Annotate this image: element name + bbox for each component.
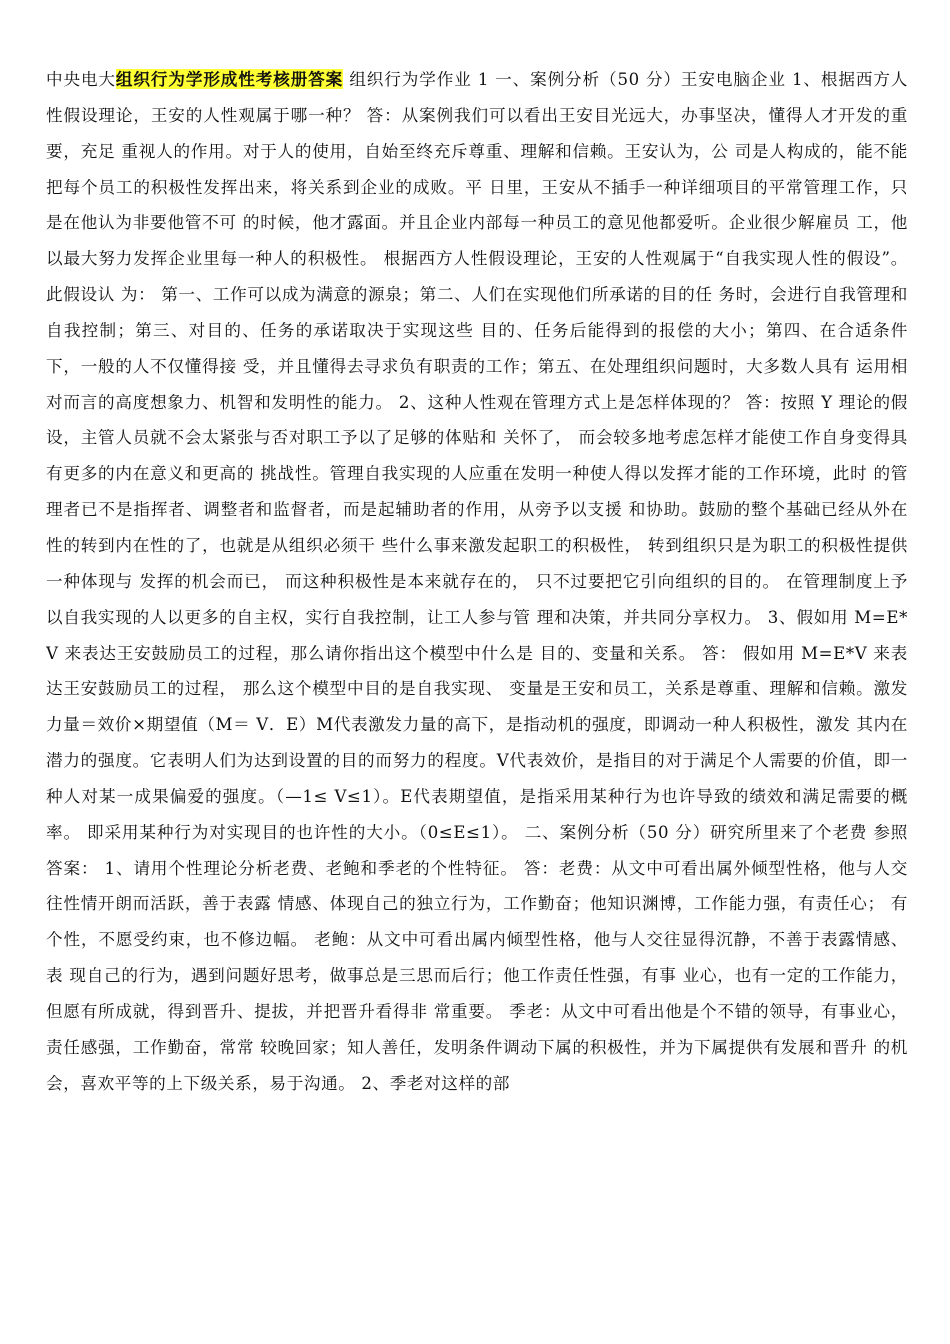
document-page [46, 62, 908, 1302]
document-body [46, 62, 908, 1101]
document-text: 组织行为学作业 1 一、案例分析（50 分）王安电脑企业 1、根据西方人性假设理论，王安的人性观属于哪一种？ 答：从案例我们可以看出王安目光远大，办事坚决，懂得人才开发的重要，充足 重视人的作用。对于人的使用，自始至终充斥尊重、理解和信赖。王安认为，公 司是人构成的，能不能把每个员工的积极性发挥出来，将关系到企业的成败。平 日里，王安从不插手一种详细项目的平常管理工作，只是在他认为非要他管不可 的时候，他才露面。并且企业内部每一种员工的意见他都爱听。企业很少解雇员 工，他以最大努力发挥企业里每一种人的积极性。 根据西方人性假设理论，王安的人性观属于“自我实现人性的假设”。此假设认 为： 第一、工作可以成为满意的源泉；第二、人们在实现他们所承诺的目的任 务时，会进行自我管理和自我控制；第三、对目的、任务的承诺取决于实现这些 目的、任务后能得到的报偿的大小；第四、在合适条件下，一般的人不仅懂得接 受，并且懂得去寻求负有职责的工作；第五、在处理组织问题时，大多数人具有 运用相对而言的高度想象力、机智和发明性的能力。 2、这种人性观在管理方式上是怎样体现的？ 答：按照 Y 理论的假设，主管人员就不会太紧张与否对职工予以了足够的体贴和 关怀了， 而会较多地考虑怎样才能使工作自身变得具有更多的内在意义和更高的 挑战性。管理自我实现的人应重在发明一种使人得以发挥才能的工作环境，此时 的管理者已不是指挥者、调整者和监督者，而是起辅助者的作用，从旁予以支援 和协助。鼓励的整个基础已经从外在性的转到内在性的了，也就是从组织必须干 些什么事来激发起职工的积极性， 转到组织只是为职工的积极性提供一种体现与 发挥的机会而已， 而这种积极性是本来就存在的， 只不过要把它引向组织的目的。 在管理制度上予以自我实现的人以更多的自主权，实行自我控制，让工人参与管 理和决策，并共同分享权力。 3、假如用 M=E*V 来表达王安鼓励员工的过程，那么请你指出这个模型中什么是 目的、变量和关系。 答： 假如用 M=E*V 来表达王安鼓励员工的过程， 那么这个模型中目的是自我实现、 变量是王安和员工，关系是尊重、理解和信赖。激发力量＝效价×期望值（M＝ V．E）M代表激发力量的高下，是指动机的强度，即调动一种人积极性，激发 其内在潜力的强度。它表明人们为达到设置的目的而努力的程度。V代表效价，是指目的对于满足个人需要的价值，即一种人对某一成果偏爱的强度。（—1≤ V≤1）。E代表期望值，是指采用某种行为也许导致的绩效和满足需要的概率。 即采用某种行为对实现目的也许性的大小。（0≤E≤1）。 二、案例分析（50 分）研究所里来了个老费 参照答案： 1、请用个性理论分析老费、老鲍和季老的个性特征。 答：老费：从文中可看出属外倾型性格，他与人交往性情开朗而活跃，善于表露 情感、体现自己的独立行为，工作勤奋；他知识渊博，工作能力强，有责任心； 有个性，不愿受约束，也不修边幅。 老鲍：从文中可看出属内倾型性格，他与人交往显得沉静，不善于表露情感、表 现自己的行为，遇到问题好思考，做事总是三思而后行；他工作责任性强，有事 业心，也有一定的工作能力，但愿有所成就，得到晋升、提拔，并把晋升看得非 常重要。 季老：从文中可看出他是个不错的领导，有事业心，责任感强，工作勤奋，常常 较晚回家；知人善任，发明条件调动下属的积极性，并为下属提供有发展和晋升 的机会，喜欢平等的上下级关系，易于沟通。 2、季老对这样的部 [46, 70, 908, 1093]
highlighted-title: 组织行为学形成性考核册答案 [115, 69, 344, 89]
document-prefix: 中央电大 [46, 70, 116, 89]
